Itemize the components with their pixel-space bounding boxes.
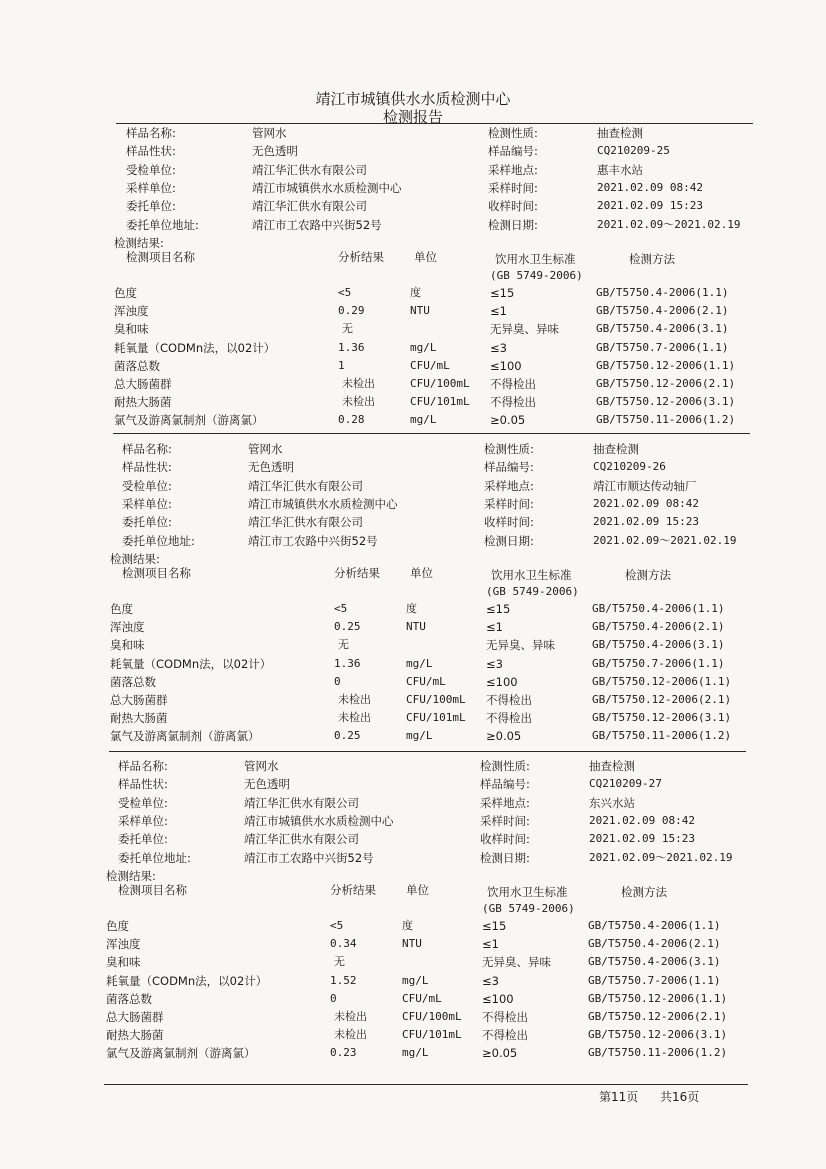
inspected-unit-label: 受检单位: — [126, 162, 176, 177]
test-date-value: 2021.02.09～2021.02.19 — [589, 850, 733, 864]
client-address-label: 委托单位地址: — [126, 217, 199, 232]
row-standard: ≤15 — [490, 286, 515, 300]
sample-appearance-value: 无色透明 — [244, 777, 290, 792]
sample-name-value: 管网水 — [244, 759, 279, 773]
row-standard: 无异臭、异味 — [482, 955, 551, 970]
row-item: 色度 — [106, 919, 129, 933]
row-item: 氯气及游离氯制剂（游离氯） — [106, 1046, 256, 1061]
row-result: <5 — [330, 919, 344, 932]
col-method-header: 检测方法 — [629, 252, 675, 266]
row-result: 0 — [334, 674, 341, 688]
row-method: GB/T5750.4-2006(3.1) — [596, 322, 729, 336]
row-method: GB/T5750.7-2006(1.1) — [588, 973, 721, 987]
row-unit: NTU — [402, 937, 422, 951]
row-result: 0.28 — [338, 413, 365, 427]
bottom-divider — [104, 1084, 748, 1085]
row-item: 浑浊度 — [106, 937, 141, 952]
row-unit: CFU/mL — [410, 358, 450, 372]
row-unit: mg/L — [406, 729, 433, 743]
receiving-time-value: 2021.02.09 15:23 — [597, 199, 703, 213]
row-standard: ≤1 — [486, 620, 503, 635]
sample-block — [104, 759, 764, 1069]
row-method: GB/T5750.4-2006(2.1) — [588, 937, 721, 951]
row-item: 耗氧量（CODMn法，以02计） — [114, 340, 276, 355]
sample-appearance-label: 样品性状: — [118, 777, 168, 792]
sample-name-label: 样品名称: — [118, 759, 168, 773]
row-unit: mg/L — [402, 1046, 429, 1060]
row-standard: ≤3 — [490, 340, 507, 355]
row-item: 耗氧量（CODMn法，以02计） — [110, 656, 272, 671]
row-item: 菌落总数 — [106, 991, 152, 1006]
row-result: 0.25 — [334, 620, 361, 634]
row-result: 1.36 — [334, 656, 361, 670]
sampling-time-value: 2021.02.09 08:42 — [597, 180, 703, 194]
col-unit-header: 单位 — [406, 883, 429, 897]
sampling-time-value: 2021.02.09 08:42 — [593, 496, 699, 510]
row-unit: mg/L — [410, 413, 437, 427]
test-nature-label: 检测性质: — [484, 442, 534, 456]
sample-name-value: 管网水 — [252, 126, 287, 140]
col-standard-ref: (GB 5749-2006) — [490, 269, 583, 282]
col-item-header: 检测项目名称 — [126, 250, 195, 264]
sample-appearance-label: 样品性状: — [122, 460, 172, 475]
inspected-unit-value: 靖江华汇供水有限公司 — [252, 162, 367, 177]
row-method: GB/T5750.12-2006(1.1) — [588, 991, 728, 1005]
row-result: 0.23 — [330, 1046, 357, 1060]
row-result: <5 — [334, 602, 348, 615]
sample-appearance-label: 样品性状: — [126, 144, 176, 159]
row-standard: 不得检出 — [490, 377, 536, 391]
row-item: 臭和味 — [114, 322, 149, 337]
sample-number-value: CQ210209-27 — [589, 777, 662, 791]
row-result: 0.25 — [334, 729, 361, 743]
row-standard: 不得检出 — [482, 1010, 528, 1024]
row-item: 菌落总数 — [114, 358, 160, 373]
results-label: 检测结果: — [110, 551, 160, 566]
sample-number-value: CQ210209-25 — [597, 144, 670, 158]
row-method: GB/T5750.12-2006(1.1) — [596, 358, 736, 372]
col-standard-header: 饮用水卫生标准 — [487, 885, 568, 899]
sampling-site-value: 惠丰水站 — [597, 162, 643, 177]
sampling-site-label: 采样地点: — [484, 478, 534, 493]
row-unit: CFU/101mL — [410, 395, 470, 409]
sampling-time-label: 采样时间: — [480, 813, 530, 828]
row-item: 菌落总数 — [110, 674, 156, 689]
row-item: 耗氧量（CODMn法，以02计） — [106, 973, 268, 988]
row-standard: ≤100 — [486, 674, 518, 689]
sample-appearance-value: 无色透明 — [248, 460, 294, 475]
test-nature-label: 检测性质: — [480, 759, 530, 773]
test-nature-value: 抽查检测 — [593, 442, 639, 456]
row-item: 浑浊度 — [114, 304, 149, 319]
row-unit: CFU/101mL — [406, 711, 466, 725]
row-unit: CFU/mL — [406, 674, 446, 688]
row-item: 耐热大肠菌 — [106, 1028, 164, 1043]
inspected-unit-label: 受检单位: — [122, 478, 172, 493]
sample-divider — [109, 751, 746, 752]
row-result: 未检出 — [338, 693, 371, 706]
row-method: GB/T5750.12-2006(2.1) — [596, 377, 736, 390]
sampling-unit-value: 靖江市城镇供水水质检测中心 — [244, 813, 394, 828]
col-result-header: 分析结果 — [338, 250, 384, 264]
row-unit: mg/L — [402, 973, 429, 987]
row-standard: 无异臭、异味 — [490, 322, 559, 337]
client-unit-value: 靖江华汇供水有限公司 — [252, 199, 367, 214]
row-result: 未检出 — [342, 377, 375, 390]
report-subtitle: 检测报告 — [382, 108, 443, 126]
row-item: 臭和味 — [106, 955, 141, 970]
client-address-value: 靖江市工农路中兴街52号 — [244, 850, 374, 865]
inspected-unit-value: 靖江华汇供水有限公司 — [248, 478, 363, 493]
client-address-value: 靖江市工农路中兴街52号 — [252, 217, 382, 232]
col-standard-ref: (GB 5749-2006) — [486, 585, 579, 598]
page-footer — [599, 1088, 699, 1105]
row-method: GB/T5750.4-2006(1.1) — [588, 919, 721, 932]
sample-block — [112, 126, 772, 436]
col-item-header: 检测项目名称 — [122, 566, 191, 580]
test-date-label: 检测日期: — [488, 217, 538, 232]
row-standard: ≤15 — [482, 919, 507, 933]
row-unit: CFU/100mL — [402, 1010, 462, 1023]
row-item: 耐热大肠菌 — [110, 711, 168, 726]
row-result: 未检出 — [334, 1010, 367, 1023]
col-method-header: 检测方法 — [625, 568, 671, 582]
test-nature-label: 检测性质: — [488, 126, 538, 140]
sampling-unit-value: 靖江市城镇供水水质检测中心 — [248, 496, 398, 511]
row-standard: ≤1 — [490, 304, 507, 319]
row-unit: mg/L — [406, 656, 433, 670]
test-date-label: 检测日期: — [484, 533, 534, 548]
row-standard: ≥0.05 — [490, 413, 526, 428]
sample-number-value: CQ210209-26 — [593, 460, 666, 474]
page-total: 共16页 — [659, 1090, 700, 1104]
client-address-label: 委托单位地址: — [122, 533, 195, 548]
row-method: GB/T5750.12-2006(1.1) — [592, 674, 732, 688]
row-unit: CFU/100mL — [406, 693, 466, 706]
row-unit: 度 — [410, 286, 421, 299]
receiving-time-value: 2021.02.09 15:23 — [589, 832, 695, 846]
row-result: <5 — [338, 286, 352, 299]
sample-appearance-value: 无色透明 — [252, 144, 298, 159]
row-result: 无 — [338, 638, 349, 652]
row-method: GB/T5750.12-2006(3.1) — [592, 711, 732, 725]
test-date-value: 2021.02.09～2021.02.19 — [597, 217, 741, 231]
sample-divider — [113, 433, 750, 434]
inspected-unit-value: 靖江华汇供水有限公司 — [244, 795, 359, 810]
row-standard: ≤1 — [482, 937, 499, 952]
row-unit: CFU/101mL — [402, 1028, 462, 1042]
row-method: GB/T5750.12-2006(2.1) — [592, 693, 732, 706]
client-unit-label: 委托单位: — [118, 832, 168, 847]
test-nature-value: 抽查检测 — [589, 759, 635, 773]
col-unit-header: 单位 — [410, 566, 433, 580]
row-method: GB/T5750.4-2006(1.1) — [592, 602, 725, 615]
sampling-unit-label: 采样单位: — [126, 180, 176, 195]
row-unit: NTU — [406, 620, 426, 634]
inspected-unit-label: 受检单位: — [118, 795, 168, 810]
sample-number-label: 样品编号: — [480, 777, 530, 792]
row-result: 未检出 — [342, 395, 375, 409]
row-method: GB/T5750.7-2006(1.1) — [596, 340, 729, 354]
row-item: 色度 — [114, 286, 137, 300]
row-item: 总大肠菌群 — [110, 693, 168, 707]
col-standard-header: 饮用水卫生标准 — [491, 568, 572, 582]
receiving-time-value: 2021.02.09 15:23 — [593, 515, 699, 529]
row-method: GB/T5750.12-2006(3.1) — [596, 395, 736, 409]
row-standard: 不得检出 — [490, 395, 536, 410]
test-date-label: 检测日期: — [480, 850, 530, 865]
row-method: GB/T5750.11-2006(1.2) — [588, 1046, 728, 1060]
receiving-time-label: 收样时间: — [484, 515, 534, 530]
sample-name-label: 样品名称: — [122, 442, 172, 456]
row-method: GB/T5750.4-2006(2.1) — [596, 304, 729, 318]
row-method: GB/T5750.7-2006(1.1) — [592, 656, 725, 670]
sampling-time-label: 采样时间: — [488, 180, 538, 195]
row-unit: 度 — [406, 602, 417, 615]
row-method: GB/T5750.4-2006(3.1) — [592, 638, 725, 652]
col-method-header: 检测方法 — [621, 885, 667, 899]
row-standard: 不得检出 — [486, 711, 532, 726]
results-label: 检测结果: — [106, 868, 156, 883]
sample-name-label: 样品名称: — [126, 126, 176, 140]
top-divider — [116, 123, 753, 124]
client-unit-label: 委托单位: — [126, 199, 176, 214]
col-standard-ref: (GB 5749-2006) — [482, 902, 575, 915]
row-item: 浑浊度 — [110, 620, 145, 635]
test-date-value: 2021.02.09～2021.02.19 — [593, 533, 737, 547]
sample-block — [108, 442, 768, 752]
col-result-header: 分析结果 — [330, 883, 376, 897]
row-unit: CFU/mL — [402, 991, 442, 1005]
sampling-site-value: 东兴水站 — [589, 795, 635, 810]
row-item: 氯气及游离氯制剂（游离氯） — [110, 729, 260, 744]
row-standard: ≤3 — [482, 973, 499, 988]
row-result: 无 — [334, 955, 345, 969]
sampling-unit-label: 采样单位: — [122, 496, 172, 511]
sampling-unit-value: 靖江市城镇供水水质检测中心 — [252, 180, 402, 195]
client-address-label: 委托单位地址: — [118, 850, 191, 865]
sample-number-label: 样品编号: — [484, 460, 534, 475]
client-unit-value: 靖江华汇供水有限公司 — [248, 515, 363, 530]
row-method: GB/T5750.12-2006(3.1) — [588, 1028, 728, 1042]
page-number: 第11页 — [599, 1090, 639, 1104]
sample-number-label: 样品编号: — [488, 144, 538, 159]
row-standard: ≤15 — [486, 602, 511, 616]
row-item: 臭和味 — [110, 638, 145, 653]
sample-name-value: 管网水 — [248, 442, 283, 456]
row-item: 耐热大肠菌 — [114, 395, 172, 410]
row-unit: mg/L — [410, 340, 437, 354]
row-method: GB/T5750.11-2006(1.2) — [592, 729, 732, 743]
row-standard: 不得检出 — [482, 1028, 528, 1043]
row-standard: ≥0.05 — [486, 729, 522, 744]
row-item: 总大肠菌群 — [106, 1010, 164, 1024]
sampling-site-value: 靖江市顺达传动轴厂 — [593, 478, 697, 493]
sampling-site-label: 采样地点: — [480, 795, 530, 810]
client-unit-value: 靖江华汇供水有限公司 — [244, 832, 359, 847]
row-standard: ≤100 — [482, 991, 514, 1006]
receiving-time-label: 收样时间: — [480, 832, 530, 847]
row-result: 未检出 — [338, 711, 371, 725]
client-address-value: 靖江市工农路中兴街52号 — [248, 533, 378, 548]
row-result: 无 — [342, 322, 353, 336]
row-standard: 不得检出 — [486, 693, 532, 707]
receiving-time-label: 收样时间: — [488, 199, 538, 214]
sampling-site-label: 采样地点: — [488, 162, 538, 177]
row-result: 未检出 — [334, 1028, 367, 1042]
col-result-header: 分析结果 — [334, 566, 380, 580]
results-label: 检测结果: — [114, 235, 164, 250]
row-result: 0.29 — [338, 304, 365, 318]
row-item: 氯气及游离氯制剂（游离氯） — [114, 413, 264, 428]
row-result: 1 — [338, 358, 345, 372]
row-result: 0 — [330, 991, 337, 1005]
row-standard: ≥0.05 — [482, 1046, 518, 1061]
row-method: GB/T5750.4-2006(2.1) — [592, 620, 725, 634]
client-unit-label: 委托单位: — [122, 515, 172, 530]
row-result: 0.34 — [330, 937, 357, 951]
row-unit: NTU — [410, 304, 430, 318]
row-item: 总大肠菌群 — [114, 377, 172, 391]
sampling-time-label: 采样时间: — [484, 496, 534, 511]
row-method: GB/T5750.4-2006(1.1) — [596, 286, 729, 299]
row-method: GB/T5750.4-2006(3.1) — [588, 955, 721, 969]
col-unit-header: 单位 — [414, 250, 437, 264]
row-method: GB/T5750.11-2006(1.2) — [596, 413, 736, 427]
row-unit: CFU/100mL — [410, 377, 470, 390]
row-item: 色度 — [110, 602, 133, 616]
row-standard: ≤100 — [490, 358, 522, 373]
report-title: 靖江市城镇供水水质检测中心 — [315, 90, 511, 108]
row-method: GB/T5750.12-2006(2.1) — [588, 1010, 728, 1023]
row-result: 1.52 — [330, 973, 357, 987]
col-item-header: 检测项目名称 — [118, 883, 187, 897]
sampling-unit-label: 采样单位: — [118, 813, 168, 828]
row-standard: ≤3 — [486, 656, 503, 671]
sampling-time-value: 2021.02.09 08:42 — [589, 813, 695, 827]
test-nature-value: 抽查检测 — [597, 126, 643, 140]
row-standard: 无异臭、异味 — [486, 638, 555, 653]
col-standard-header: 饮用水卫生标准 — [495, 252, 576, 266]
row-unit: 度 — [402, 919, 413, 932]
row-result: 1.36 — [338, 340, 365, 354]
